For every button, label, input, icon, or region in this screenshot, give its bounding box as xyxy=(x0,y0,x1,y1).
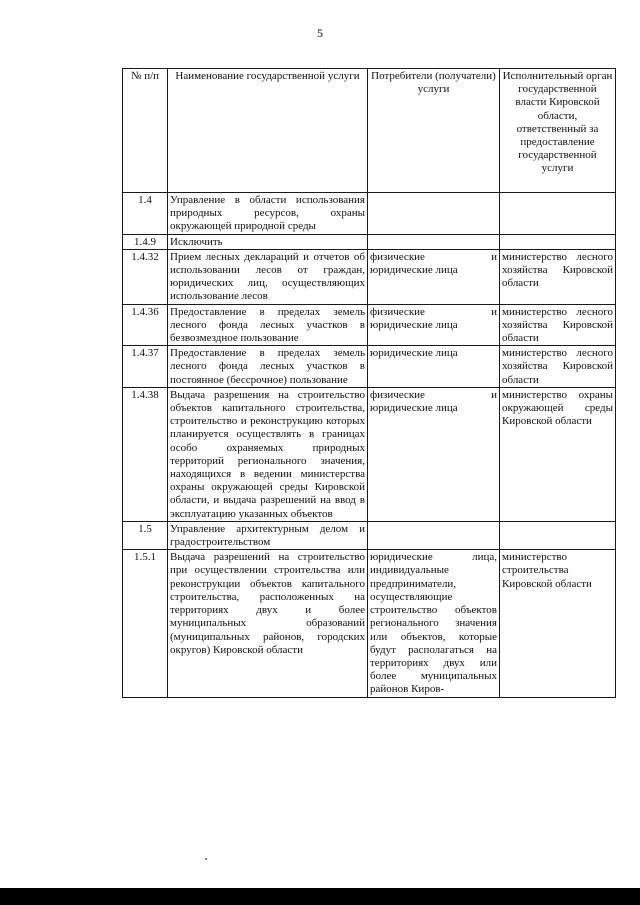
row-consumers: физические и юридические лица xyxy=(368,387,500,521)
table-row xyxy=(123,387,616,521)
row-service-name: Предоставление в пределах земель лесного фонда лесных участков в постоянное (бессрочное) пользование xyxy=(168,346,368,388)
row-number: 1.4.36 xyxy=(123,304,168,346)
row-consumers: юридические лица xyxy=(368,346,500,388)
row-service-name: Выдача разрешений на строительство при осуществлении строительства или реконструкции объектов капитального строительства, расположенных на территориях двух и более муниципальных образований (муниципальных районов, городских округов) Кировской области xyxy=(168,550,368,697)
table-row xyxy=(123,550,616,697)
row-consumers xyxy=(368,521,500,549)
row-number: 1.4.32 xyxy=(123,249,168,304)
row-executive-body: министерство строительства Кировской области xyxy=(500,550,616,697)
header-number: № п/п xyxy=(123,69,168,193)
header-consumers: Потребители (получатели) услуги xyxy=(368,69,500,193)
row-number: 1.4.37 xyxy=(123,346,168,388)
row-executive-body: министерство охраны окружающей среды Кировской области xyxy=(500,387,616,521)
header-executive-body: Исполнительный орган государственной власти Кировской области, ответственный за предоставление государственной услуги xyxy=(500,69,616,193)
row-service-name: Выдача разрешения на строительство объектов капитального строительства, строительство и реконструкцию которых планируется осуществлять в границах особо охраняемых природных территорий регионального значения, находящихся в ведении министерства охраны окружающей среды Кировской области, и выдача разрешений на ввод в эксплуатацию указанных объектов xyxy=(168,387,368,521)
row-number: 1.4.9 xyxy=(123,234,168,249)
table-row xyxy=(123,304,616,346)
scan-bottom-edge xyxy=(0,888,640,905)
row-number: 1.4.38 xyxy=(123,387,168,521)
row-executive-body: министерство лесного хозяйства Кировской области xyxy=(500,249,616,304)
row-number: 1.5.1 xyxy=(123,550,168,697)
row-number: 1.5 xyxy=(123,521,168,549)
row-service-name: Исключить xyxy=(168,234,368,249)
services-table xyxy=(122,68,616,698)
row-consumers: физические и юридические лица xyxy=(368,249,500,304)
table-row xyxy=(123,234,616,249)
row-number: 1.4 xyxy=(123,193,168,235)
table-header-row xyxy=(123,69,616,193)
row-consumers xyxy=(368,193,500,235)
page-number: 5 xyxy=(317,26,323,40)
row-executive-body xyxy=(500,234,616,249)
row-executive-body xyxy=(500,193,616,235)
header-service-name: Наименование государственной услуги xyxy=(168,69,368,193)
table-row xyxy=(123,346,616,388)
row-executive-body: министерство лесного хозяйства Кировской области xyxy=(500,346,616,388)
table-row xyxy=(123,193,616,235)
row-service-name: Прием лесных деклараций и отчетов об использовании лесов от граждан, юридических лиц, осуществляющих использование лесов xyxy=(168,249,368,304)
row-consumers: физические и юридические лица xyxy=(368,304,500,346)
row-service-name: Управление в области использования природных ресурсов, охраны окружающей природной среды xyxy=(168,193,368,235)
table-row xyxy=(123,521,616,549)
row-service-name: Предоставление в пределах земель лесного фонда лесных участков в безвозмездное пользование xyxy=(168,304,368,346)
row-executive-body xyxy=(500,521,616,549)
row-executive-body: министерство лесного хозяйства Кировской области xyxy=(500,304,616,346)
scan-speck xyxy=(205,858,207,860)
row-consumers xyxy=(368,234,500,249)
row-consumers: юридические лица, индивидуальные предприниматели, осуществляющие строительство объектов регионального значения или объектов, которые будут располагаться на территориях двух или более муниципальных районов Киров- xyxy=(368,550,500,697)
table-row xyxy=(123,249,616,304)
row-service-name: Управление архитектурным делом и градостроительством xyxy=(168,521,368,549)
